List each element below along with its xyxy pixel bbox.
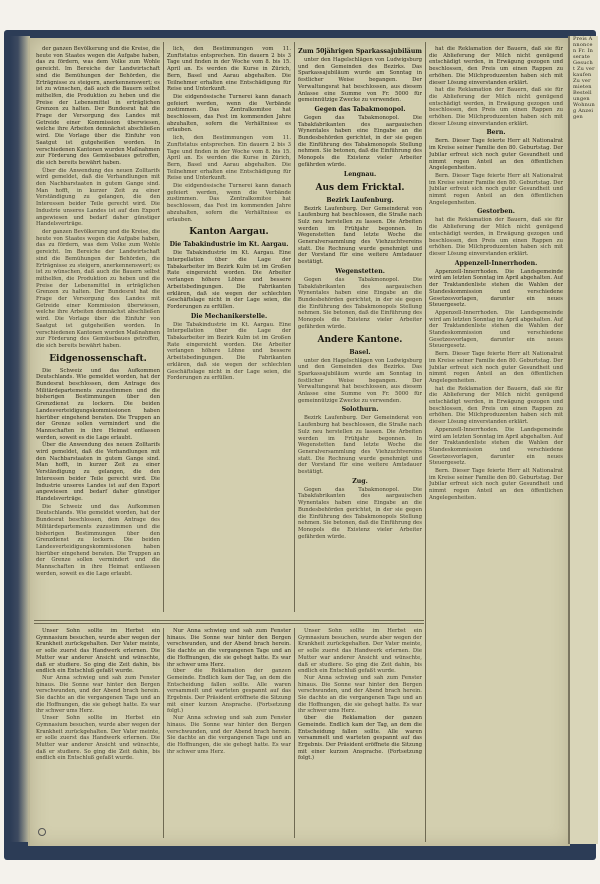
col4-low-text: Appenzell-Innerrhoden. Die Landsgemeinde wird am letzten Sonntag im April abgehalten. Auf der Traktandenliste stehen die Wahlen der Standeskommission und verschiedene Gesetzesvorlagen, darunter ein neues Steuergesetz. — [429, 268, 563, 309]
feuilleton-text-1c: Unser Sohn sollte im Herbst ein Gymnasium besuchen, wurde aber wegen der Krankheit zurückgehalten. Der Vater meinte, er solle zuerst das Handwerk erlernen. Die Mutter war anderer Ansicht und wünschte, daß er studiere. So ging die Zeit dahin, bis endlich ein Entschluß gefaßt wurde. — [36, 715, 160, 762]
column-rule-3 — [425, 42, 426, 842]
feuilleton-column-2 — [167, 628, 291, 840]
feuilleton-text-2: Nur Anna schwieg und sah zum Fenster hinaus. Die Sonne war hinter den Bergen verschwunden, und der Abend brach herein. Sie dachte an die vergangenen Tage und an die Hoffnungen, die sie gehegt hatte. Es war ihr schwer ums Herz. — [167, 628, 291, 668]
section-heading-fricktal: Aus dem Fricktal. — [315, 182, 405, 193]
col2-filler-text: lich, den Bestimmungen vom 11. Zunftstatus entsprechen. Ein dauern 2 bis 3 Tage und finden in der Woche vom 8. bis 15. April an. Es werden die Kurse in Zürich, Bern, Basel und Aarau abgehalten. Die Teilnehmer erhalten eine Entschädigung für Reise und Unterkunft. — [167, 135, 291, 182]
feuilleton-rule-v1 — [163, 628, 164, 838]
subhead-sparkasse: Zum 50jährigen Sparkassajubiläum — [298, 48, 422, 55]
feuilleton-text-3b: Nur Anna schwieg und sah zum Fenster hinaus. Die Sonne war hinter den Bergen verschwunden, und der Abend brach herein. Sie dachte an die vergangenen Tage und an die Hoffnungen, die sie gehegt hatte. Es war ihr schwer ums Herz. — [298, 674, 422, 715]
subhead-basel: Basel. — [349, 348, 371, 356]
col1-mid-text: Die Schweiz und das Aufkommen Deutschlands. Wie gemeldet worden, hat der Bundesrat beschlossen, dem Antrage des Militärdepartements zuzustimmen und die bisherigen Bestimmungen über den Grenzdienst zu lockern. Die beiden Landesverteidigungskommissionen haben hierüber eingehend beraten. Die Truppen an der Grenze sollen vermindert und die Mannschaften in ihre Heimat entlassen werden, soweit es die Lage erlaubt. — [36, 367, 160, 441]
feuilleton-text-1b: Nur Anna schwieg und sah zum Fenster hinaus. Die Sonne war hinter den Bergen verschwunden, und der Abend brach herein. Sie dachte an die vergangenen Tage und an die Hoffnungen, die sie gehegt hatte. Es war ihr schwer ums Herz. — [36, 674, 160, 715]
col1-filler-text: Über die Anwendung des neuen Zolltarifs wird gemeldet, daß die Verhandlungen mit den Nachbarstaaten in gutem Gange sind. Man hofft, in kurzer Zeit zu einer Verständigung zu gelangen, die den Interessen beider Teile gerecht wird. Die Industrie unseres Landes ist auf den Export angewiesen und bedarf daher günstiger Handelsverträge. — [36, 167, 160, 228]
col3-mid-text: Gegen das Tabakmonopol. Die Tabakfabrikanten des aargauischen Wynentales haben eine Eingabe an die Bundesbehörden gerichtet, in der sie gegen die Einführung des Tabakmonopols Stellung nehmen. Sie betonen, daß die Einführung des Monopols die Existenz vieler Arbeiter gefährden würde. — [298, 114, 422, 168]
feuilleton-text-1: Unser Sohn sollte im Herbst ein Gymnasium besuchen, wurde aber wegen der Krankheit zurückgehalten. Der Vater meinte, er solle zuerst das Handwerk erlernen. Die Mutter war anderer Ansicht und wünschte, daß er studiere. So ging die Zeit dahin, bis endlich ein Entschluß gefaßt wurde. — [36, 628, 160, 675]
col3-filler-text-2: unter den Hagelschlägen von Ludwigsburg und den Gemeinden des Bezirks. Das Sparkassajubiläum wurde am Sonntag in festlicher Weise begangen. Der Verwaltungsrat hat beschlossen, aus diesem Anlasse eine Summe von Fr. 5000 für gemeinnützige Zwecke zu verwenden. — [298, 357, 422, 404]
col3-low-text: Bezirk Laufenburg. Der Gemeinderat von Laufenburg hat beschlossen, die Straße nach Sulz neu herstellen zu lassen. Die Arbeiten werden im Frühjahr begonnen. In Wegenstetten fand letzte Woche die Generalversammlung des Viehzuchtvereins statt. Die Rechnung wurde genehmigt und der Vorstand für eine weitere Amtsdauer bestätigt. — [298, 205, 422, 266]
subhead-gestorben: Gestorben. — [477, 208, 515, 216]
subhead-lengnau: Lengnau. — [343, 170, 377, 178]
subhead-appenzell: Appenzell-Innerrhoden. — [454, 259, 538, 267]
subhead-tabakindustrie: Die Tabakindustrie im Kt. Aargau. — [169, 241, 289, 249]
feuilleton-column-1 — [36, 628, 160, 840]
section-heading-eidgenossenschaft: Eidgenossenschaft. — [49, 353, 147, 364]
col4-filler-text-7: Appenzell-Innerrhoden. Die Landsgemeinde wird am letzten Sonntag im April abgehalten. Auf der Traktandenliste stehen die Wahlen der Standeskommission und verschiedene Gesetzesvorlagen, darunter ein neues Steuergesetz. — [429, 426, 563, 467]
subhead-wegenstetten: Wegenstetten. — [335, 267, 385, 275]
section-heading-kanton-aargau: Kanton Aargau. — [189, 227, 269, 238]
col4-filler-text: hat die Reklamation der Bauern, daß sie für die Ablieferung der Milch nicht genügend entschädigt werden, in Erwägung gezogen und beschlossen, den Preis um einen Rappen zu erhöhen. Die Milchproduzenten haben sich mit dieser Lösung einverstanden erklärt. — [429, 87, 563, 127]
col4-filler-text-3: hat die Reklamation der Bauern, daß sie für die Ablieferung der Milch nicht genügend entschädigt werden, in Erwägung gezogen und beschlossen, den Preis um einen Rappen zu erhöhen. Die Milchproduzenten haben sich mit dieser Lösung einverstanden erklärt. — [429, 217, 563, 257]
col4-filler-text-6: hat die Reklamation der Bauern, daß sie für die Ablieferung der Milch nicht genügend entschädigt werden, in Erwägung gezogen und beschlossen, den Preis um einen Rappen zu erhöhen. Die Milchproduzenten haben sich mit dieser Lösung einverstanden erklärt. — [429, 385, 563, 426]
col3-filler-text-3: Bezirk Laufenburg. Der Gemeinderat von Laufenburg hat beschlossen, die Straße nach Sulz neu herstellen zu lassen. Die Arbeiten werden im Frühjahr begonnen. In Wegenstetten fand letzte Woche die Generalversammlung des Viehzuchtvereins statt. Die Rechnung wurde genehmigt und der Vorstand für eine weitere Amtsdauer bestätigt. — [298, 415, 422, 476]
column-rule-2 — [294, 42, 295, 612]
feuilleton-text-2c: Nur Anna schwieg und sah zum Fenster hinaus. Die Sonne war hinter den Bergen verschwunden, und der Abend brach herein. Sie dachte an die vergangenen Tage und an die Hoffnungen, die sie gehegt hatte. Es war ihr schwer ums Herz. — [167, 715, 291, 755]
page-stack-edge — [10, 36, 30, 842]
feuilleton-text-3a: Unser Sohn sollte im Herbst ein Gymnasium besuchen, wurde aber wegen der Krankheit zurückgehalten. Der Vater meinte, er solle zuerst das Handwerk erlernen. Die Mutter war anderer Ansicht und wünschte, daß er studiere. So ging die Zeit dahin, bis endlich ein Entschluß gefaßt wurde. — [298, 628, 422, 675]
column-2 — [167, 46, 291, 606]
col1-filler-text-3: Die Schweiz und das Aufkommen Deutschlands. Wie gemeldet worden, hat der Bundesrat beschlossen, dem Antrage des Militärdepartements zuzustimmen und die bisherigen Bestimmungen über den Grenzdienst zu lockern. Die beiden Landesverteidigungskommissionen haben hierüber eingehend beraten. Die Truppen an der Grenze sollen vermindert und die Mannschaften in ihre Heimat entlassen werden, soweit es die Lage erlaubt. — [36, 503, 160, 577]
col4-filler-text-5: Bern. Dieser Tage feierte Herr alt Nationalrat im Kreise seiner Familie den 80. Geburtstag. Der Jubilar erfreut sich noch guter Gesundheit und nimmt regen Anteil an den öffentlichen Angelegenheiten. — [429, 351, 563, 384]
feuilleton-rule — [34, 620, 424, 621]
feuilleton-rule-v2 — [294, 628, 295, 838]
col4-mid-text: Bern. Dieser Tage feierte Herr alt Nationalrat im Kreise seiner Familie den 80. Geburtstag. Der Jubilar erfreut sich noch guter Gesundheit und nimmt regen Anteil an den öffentlichen Angelegenheiten. — [429, 138, 563, 172]
facing-page-text: Preis Annoncen Fr. Inserate Gesucht Zu verkaufen Zu vermieten Bestellungen Wohnung Anzeigen — [573, 36, 595, 120]
subhead-bern: Bern. — [486, 129, 506, 137]
feuilleton-rule-2 — [34, 623, 424, 624]
newspaper-page — [28, 38, 570, 846]
col1-low-text: Über die Anwendung des neuen Zolltarifs wird gemeldet, daß die Verhandlungen mit den Nachbarstaaten in gutem Gange sind. Man hofft, in kurzer Zeit zu einer Verständigung zu gelangen, die den Interessen beider Teile gerecht wird. Die Industrie unseres Landes ist auf den Export angewiesen und bedarf daher günstiger Handelsverträge. — [36, 442, 160, 502]
feuilleton-text-2b: über die Reklamation der ganzen Gemeinde. Endlich kam der Tag, an dem die Entscheidung fallen sollte. Alle waren versammelt und warteten gespannt auf das Ergebnis. Der Präsident eröffnete die Sitzung mit einer kurzen Ansprache. (Fortsetzung folgt.) — [167, 668, 291, 715]
subhead-bezirk-laufenburg: Bezirk Laufenburg. — [326, 196, 394, 204]
column-1 — [36, 46, 160, 606]
col2-top-text: lich, den Bestimmungen vom 11. Zunftstatus entsprechen. Ein dauern 2 bis 3 Tage und finden in der Woche vom 8. bis 15. April an. Es werden die Kurse in Zürich, Bern, Basel und Aarau abgehalten. Die Teilnehmer erhalten eine Entschädigung für Reise und Unterkunft. — [167, 46, 291, 93]
col4-filler-text-2: Bern. Dieser Tage feierte Herr alt Nationalrat im Kreise seiner Familie den 80. Geburtstag. Der Jubilar erfreut sich noch guter Gesundheit und nimmt regen Anteil an den öffentlichen Angelegenheiten. — [429, 172, 563, 206]
col4-top-text: hat die Reklamation der Bauern, daß sie für die Ablieferung der Milch nicht genügend entschädigt werden, in Erwägung gezogen und beschlossen, den Preis um einen Rappen zu erhöhen. Die Milchproduzenten haben sich mit dieser Lösung einverstanden erklärt. — [429, 46, 563, 86]
column-3 — [298, 46, 422, 606]
col3-top-text: unter den Hagelschlägen von Ludwigsburg und den Gemeinden des Bezirks. Das Sparkassajubiläum wurde am Sonntag in festlicher Weise begangen. Der Verwaltungsrat hat beschlossen, aus diesem Anlasse eine Summe von Fr. 5000 für gemeinnützige Zwecke zu verwenden. — [298, 57, 422, 104]
subhead-zug: Zug. — [352, 477, 368, 485]
col2-filler-text-2: Die eidgenössische Turnerei kann danach gefeiert werden, wenn die Verbände zustimmen. Das Zentralkomitee hat beschlossen, das Fest im kommenden Jahre abzuhalten, sofern die Verhältnisse es erlauben. — [167, 183, 291, 223]
feuilleton-column-3 — [298, 628, 422, 840]
col1-filler-text-2: der ganzen Bevölkerung und die Kreise, die heute von Staates wegen die Aufgabe haben, das zu fördern, was dem Volke zum Wohle gereicht. Im Bereiche der Landwirtschaft sind die Bemühungen der Behörden, die Erträgnisse zu steigern, anerkennenswert; es ist zu wünschen, daß auch die Bauern selbst mithelfen, die Produktion zu heben und die Preise der Lebensmittel in erträglichen Grenzen zu halten. Der Bundesrat hat die Frage der Versorgung des Landes mit Getreide einer Kommission überwiesen, welche ihre Arbeiten demnächst abschließen wird. Die Vorlage über die Einfuhr von Saatgut ist gutgeheißen worden. In verschiedenen Kantonen wurden Maßnahmen zur Förderung des Gemüsebaues getroffen, die sich bereits bewährt haben. — [36, 228, 160, 349]
col2-filler-text-3: Die Tabakindustrie im Kt. Aargau. Eine Interpellation über die Lage der Tabakarbeiter im Bezirk Kulm ist im Großen Rate eingereicht worden. Die Arbeiter verlangen höhere Löhne und bessere Arbeitsbedingungen. Die Fabrikanten erklären, daß sie wegen der schlechten Geschäftslage nicht in der Lage seien, die Forderungen zu erfüllen. — [167, 321, 291, 382]
col2-mid-text: Die eidgenössische Turnerei kann danach gefeiert werden, wenn die Verbände zustimmen. Das Zentralkomitee hat beschlossen, das Fest im kommenden Jahre abzuhalten, sofern die Verhältnisse es erlauben. — [167, 93, 291, 134]
subhead-solothurn: Solothurn. — [341, 406, 379, 414]
col4-filler-text-8: Bern. Dieser Tage feierte Herr alt Nationalrat im Kreise seiner Familie den 80. Geburtstag. Der Jubilar erfreut sich noch guter Gesundheit und nimmt regen Anteil an den öffentlichen Angelegenheiten. — [429, 468, 563, 501]
col3-filler-text: Gegen das Tabakmonopol. Die Tabakfabrikanten des aargauischen Wynentales haben eine Eingabe an die Bundesbehörden gerichtet, in der sie gegen die Einführung des Tabakmonopols Stellung nehmen. Sie betonen, daß die Einführung des Monopols die Existenz vieler Arbeiter gefährden würde. — [298, 276, 422, 330]
subhead-tabakmonopol: Gegen das Tabakmonopol. — [314, 105, 406, 113]
binding-hole-icon — [38, 828, 46, 836]
col2-low-text: Die Tabakindustrie im Kt. Aargau. Eine Interpellation über die Lage der Tabakarbeiter im Bezirk Kulm ist im Großen Rate eingereicht worden. Die Arbeiter verlangen höhere Löhne und bessere Arbeitsbedingungen. Die Fabrikanten erklären, daß sie wegen der schlechten Geschäftslage nicht in der Lage seien, die Forderungen zu erfüllen. — [167, 250, 291, 310]
section-heading-andere-kantone: Andere Kantone. — [317, 334, 403, 345]
col3-filler-text-4: Gegen das Tabakmonopol. Die Tabakfabrikanten des aargauischen Wynentales haben eine Eingabe an die Bundesbehörden gerichtet, in der sie gegen die Einführung des Tabakmonopols Stellung nehmen. Sie betonen, daß die Einführung des Monopols die Existenz vieler Arbeiter gefährden würde. — [298, 486, 422, 540]
facing-page-edge — [568, 36, 598, 844]
feuilleton-text-3: über die Reklamation der ganzen Gemeinde. Endlich kam der Tag, an dem die Entscheidung fallen sollte. Alle waren versammelt und warteten gespannt auf das Ergebnis. Der Präsident eröffnete die Sitzung mit einer kurzen Ansprache. (Fortsetzung folgt.) — [298, 715, 422, 762]
subhead-mechanikerstelle: Die Mechanikerstelle. — [190, 312, 268, 320]
column-rule-1 — [163, 42, 164, 612]
col4-filler-text-4: Appenzell-Innerrhoden. Die Landsgemeinde wird am letzten Sonntag im April abgehalten. Auf der Traktandenliste stehen die Wahlen der Standeskommission und verschiedene Gesetzesvorlagen, darunter ein neues Steuergesetz. — [429, 309, 563, 350]
column-4 — [429, 46, 563, 842]
col1-top-text: der ganzen Bevölkerung und die Kreise, die heute von Staates wegen die Aufgabe haben, das zu fördern, was dem Volke zum Wohle gereicht. Im Bereiche der Landwirtschaft sind die Bemühungen der Behörden, die Erträgnisse zu steigern, anerkennenswert; es ist zu wünschen, daß auch die Bauern selbst mithelfen, die Produktion zu heben und die Preise der Lebensmittel in erträglichen Grenzen zu halten. Der Bundesrat hat die Frage der Versorgung des Landes mit Getreide einer Kommission überwiesen, welche ihre Arbeiten demnächst abschließen wird. Die Vorlage über die Einfuhr von Saatgut ist gutgeheißen worden. In verschiedenen Kantonen wurden Maßnahmen zur Förderung des Gemüsebaues getroffen, die sich bereits bewährt haben. — [36, 46, 160, 166]
